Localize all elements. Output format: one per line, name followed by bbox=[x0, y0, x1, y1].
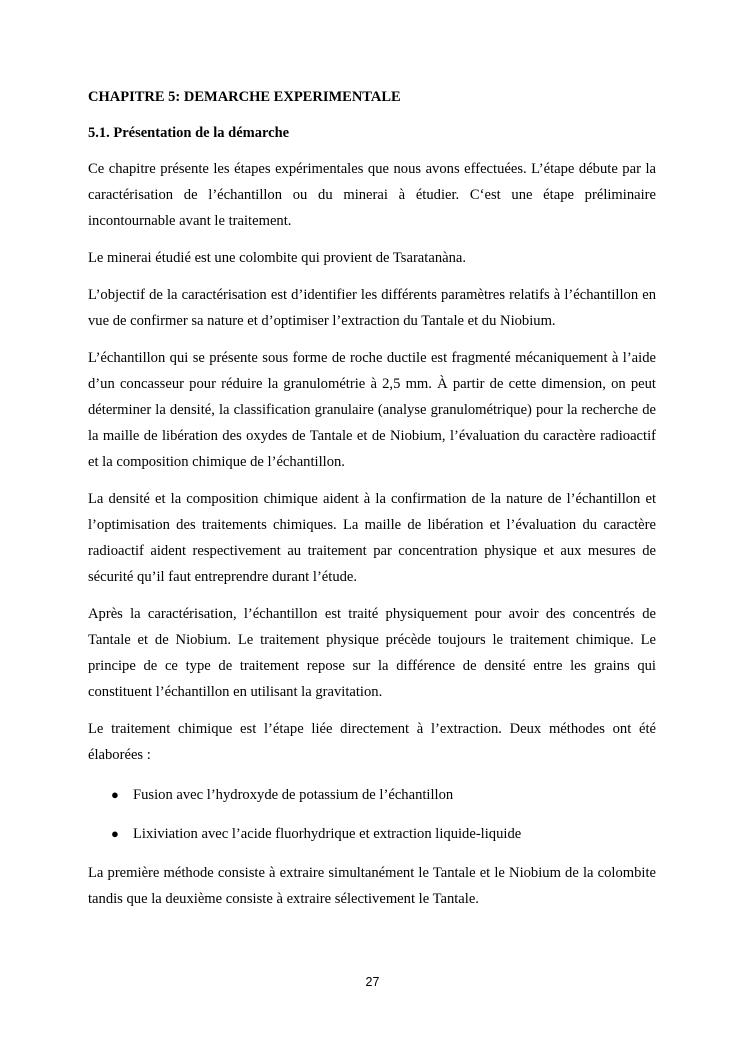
methods-list bbox=[88, 782, 656, 847]
list-item-text: Lixiviation avec l’acide fluorhydrique et extraction liquide-liquide bbox=[133, 826, 522, 842]
section-title: 5.1. Présentation de la démarche bbox=[88, 125, 290, 141]
document-page bbox=[88, 87, 656, 923]
list-item-text: Fusion avec l’hydroxyde de potassium de l’échantillon bbox=[133, 787, 454, 803]
paragraph-traitement-physique: Après la caractérisation, l’échantillon est traité physiquement pour avoir des concentrés de Tantale et de Niobium. Le traitement physique précède toujours le traitement chimique. Le principe de ce type de traitement repose sur la différence de densité entre les grains qui constituent l’échantillon en utilisant la gravitation. bbox=[88, 606, 656, 700]
paragraph-minerai: Le minerai étudié est une colombite qui provient de Tsaratanàna. bbox=[88, 250, 467, 266]
paragraph-intro: Ce chapitre présente les étapes expérimentales que nous avons effectuées. L’étape débute par la caractérisation de l’échantillon ou du minerai à étudier. C‘est une étape préliminaire incontournable avant le traitement. bbox=[88, 161, 656, 229]
list-item bbox=[88, 782, 656, 808]
bullet-icon: ● bbox=[111, 826, 119, 841]
chapter-title: CHAPITRE 5: DEMARCHE EXPERIMENTALE bbox=[88, 89, 401, 105]
paragraph-objectif: L’objectif de la caractérisation est d’identifier les différents paramètres relatifs à l’échantillon en vue de confirmer sa nature et d’optimiser l’extraction du Tantale et du Niobium. bbox=[88, 287, 656, 329]
paragraph-echantillon: L’échantillon qui se présente sous forme de roche ductile est fragmenté mécaniquement à l’aide d’un concasseur pour réduire la granulométrie à 2,5 mm. À partir de cette dimension, on peut déterminer la densité, la classification granulaire (analyse granulométrique) pour la recherche de la maille de libération des oxydes de Tantale et de Niobium, l’évaluation du caractère radioactif et la composition chimique de l’échantillon. bbox=[88, 350, 656, 470]
page-number: 27 bbox=[365, 975, 380, 989]
list-item bbox=[88, 821, 656, 847]
paragraph-conclusion: La première méthode consiste à extraire simultanément le Tantale et le Niobium de la colombite tandis que la deuxième consiste à extraire sélectivement le Tantale. bbox=[88, 865, 656, 907]
paragraph-densite: La densité et la composition chimique aident à la confirmation de la nature de l’échantillon et l’optimisation des traitements chimiques. La maille de libération et l’évaluation du caractère radioactif aident respectivement au traitement par concentration physique et aux mesures de sécurité qu’il faut entreprendre durant l’étude. bbox=[88, 491, 656, 585]
bullet-icon: ● bbox=[111, 787, 119, 802]
paragraph-traitement-chimique: Le traitement chimique est l’étape liée directement à l’extraction. Deux méthodes ont été élaborées : bbox=[88, 721, 656, 763]
